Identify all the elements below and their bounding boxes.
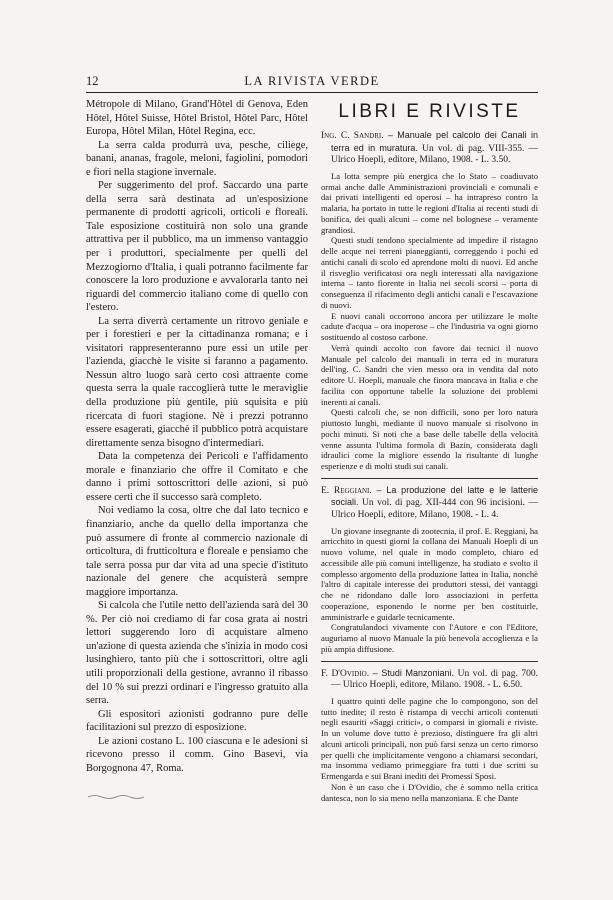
left-paragraph: Si calcola che l'utile netto dell'azienda sarà del 30 %. Per ciò noi crediamo di far cosa grata ai nostri lettori suggerendo loro di acquistare almeno un'azione di questa azienda che s'inizia in modo così lusinghiero, tanto più che i sottoscrittori, oltre agli utili proporzionali della gestione, avranno il ribasso del 10 % sui prezzi ordinari e l'ingresso gratuito alla serra. (86, 600, 308, 707)
review-paragraph: I quattro quinti delle pagine che lo compongono, son del tutto inedite; il resto è ristampa di vecchi articoli contenuti negli esauriti «Saggi critici», o comparsi in giornali e riviste. In un volume dove tutto è prezioso, distinguere fra gli altri alcuni articoli principali, non può farsi senza un certo rimorso per quelli che implicitamente vengono a chiamarsi secondari, ma insomma vediamo primeggiare fra tutti i due scritti su Ermengarda e sui Brani inediti dei Promessi Sposi. (321, 695, 538, 781)
review-dovidio (321, 668, 538, 804)
review-heading (321, 130, 538, 167)
page-header (86, 72, 538, 90)
review-paragraph: Verrà quindi accolto con favore dai tecnici il nuovo Manuale pel calcolo dei manuali in terra ed in muratura dell'ing. C. Sandri che vien messo ora in vendita dal noto editore U. Hoepli, manuale che finora mancava in Italia e che facilita con opportune tabelle la soluzione dei problemi inerenti ai canali. (321, 342, 538, 407)
right-column (321, 98, 538, 803)
review-heading (321, 485, 538, 522)
review-separator (321, 478, 538, 479)
review-paragraph: Questi calcoli che, se non difficili, sono per loro natura piuttosto lunghi, mediante il nuovo manuale si risolvono in pochi minuti. Si noti che a base delle tabelle della velocità venne assunta l'ultima formola di Bazin, considerata dagli idraulici come la migliore essendo la risultante di lunghe esperienze e di molti studi sui canali. (321, 407, 538, 472)
page-number: 12 (86, 74, 99, 88)
review-reggiani (321, 485, 538, 655)
left-paragraph: Gli espositori azionisti godranno pure delle facilitazioni sul prezzo di esposizione. (86, 708, 308, 734)
end-ornament (86, 794, 146, 800)
review-details: Un vol. di pag. 700. — Ulrico Hoepli, editore, Milano. 1908. - L. 6.50. (331, 668, 538, 691)
review-heading (321, 668, 538, 692)
review-separator (321, 661, 538, 662)
left-paragraph: Noi vediamo la cosa, oltre che dal lato tecnico e finanziario, anche da quello della importanza che può assumere di fronte al commercio nazionale di orticoltura, di frutticoltura e floreale e pensiamo che tale serra possa pur dar vita ad una specie d'istituto nazionale del genere che acquisterà sempre maggiore importanza. (86, 505, 308, 598)
review-details: Un vol. di pag. VIII-355. — Ulrico Hoepli, editore, Milano, 1908. - L. 3.50. (331, 143, 539, 166)
review-paragraph: Questi studi tendono specialmente ad impedire il ristagno delle acque nei terreni pianeggianti, correggendo i pochi ed antichi canali di scolo ed aprendone molti di nuovi. Ed anche il risveglio verificatosi ora negli interessati alla navigazione interna – tanto fiorente in Italia nei secoli scorsi – porta di conseguenza il rifacimento degli antichi canali e l'escavazione di nuovi. (321, 235, 538, 310)
left-column (86, 98, 308, 805)
left-paragraph: La serra diverrà certamente un ritrovo geniale e per i forestieri e per la cittadinanza romana; e i visitatori rappresenteranno pure essi un utile per l'azienda, giacchè le visite si faranno a pagamento. Nessun altro luogo sarà certo così attraente come questa serra la quale raccoglierà tutte le meraviglie della produzione più gentile, più squisita e più ricercata di fuori stagione. Nè i prezzi potranno essere esagerati, giacchè il pubblico potrà acquistare direttamente senza bisogno d'intermediari. (86, 315, 308, 449)
header-rule (86, 92, 538, 93)
journal-title: LA RIVISTA VERDE (244, 74, 380, 88)
review-paragraph: Congratulandoci vivamente con l'Autore e con l'Editore, auguriamo al nuovo Manuale la più benevola accoglienza e la più ampia diffusione. (321, 622, 538, 654)
left-paragraph: Métropole di Milano, Grand'Hôtel di Genova, Eden Hôtel, Hôtel Suisse, Hôtel Bristol, Hôtel Parc, Hôtel Europa, Hôtel Milan, Hôtel Regina, ecc. (86, 99, 308, 138)
review-paragraph: Non è un caso che i D'Ovidio, che è sommo nella critica dantesca, non lo sia meno nella manzoniana. E che Dante (321, 781, 538, 803)
review-paragraph: La lotta sempre più energica che lo Stato – coadiuvato ormai anche dalle Amministrazioni provinciali e comunali e dai privati intelligenti ed operosi – ha intrapreso contro la malaria, ha portato in tutte le regioni d'Italia ai recenti studi di bonifica, dei quali alcuni – come nel bolognese – veramente grandiosi. (321, 170, 538, 235)
review-paragraph: E nuovi canali occorrono ancora per utilizzare le molte cadute d'acqua – ora inoperose – che l'industria va ogni giorno sostituendo al costoso carbone. (321, 310, 538, 343)
review-details: Un vol. di pag. XII-444 con 96 incisioni. — Ulrico Hoepli, editore, Milano, 1908. - L. 4. (331, 498, 538, 520)
review-author: F. D'Ovidio. (321, 668, 370, 679)
review-book-title: – La produzione del latte e le latterie sociali. (331, 484, 538, 508)
section-title: LIBRI E RIVISTE (338, 101, 521, 122)
left-paragraph: La serra calda produrrà uva, pesche, ciliege, banani, ananas, fragole, meloni, fagiolini, pomodori e fiori nella stagione invernale. (86, 139, 308, 178)
left-paragraph: Per suggerimento del prof. Saccardo una parte della serra sarà destinata ad un'esposizione permanente di prodotti agricoli, orticoli e floreali. Tale esposizione costituirà non solo una grande attrattiva per il pubblico, ma un immenso vantaggio per i produttori, specialmente per quelli del Mezzogiorno d'Italia, i quali potranno facilmente far conoscere la loro produzione e avvalorarla tanto nei riguardi del commercio italiano come di quello con l'estero. (86, 180, 308, 314)
left-paragraph: Le azioni costano L. 100 ciascuna e le adesioni si ricevono presso il comm. Gino Basevi, via Borgognona 47, Roma. (86, 735, 308, 774)
left-paragraph: Data la competenza dei Pericoli e l'affidamento morale e finanziario che offre il Comitato e che danno i primi sottoscrittori delle azioni, si può essere certi che il successo sarà completo. (86, 451, 308, 503)
review-book-title: – Studi Manzoniani. (372, 667, 455, 678)
review-author: E. Reggiani. (321, 485, 372, 496)
review-author: Ing. C. Sandri. (321, 131, 384, 141)
review-book-title: – Manuale pel calcolo dei Canali in terra ed in muratura. (331, 130, 538, 153)
review-paragraph: Un giovane insegnante di zootecnia, il prof. E. Reggiani, ha arricchito in questi giorni la collana dei Manuali Hoepli di un nuovo volume, nel quale in modo completo, chiaro ed accessibile alle più comuni intelligenze, ha studiato e svolto il complesso argomento della produzione lattea in Italia, nonchè l'altro di capitale interesse dei produttori stessi, dei vantaggi che ne ridondano dalle loro associazioni in perfetta cooperazione, esponendo le norme per ben costituirle, amministrarle e guidarle tecnicamente. (321, 525, 538, 622)
review-sandri (321, 130, 538, 472)
